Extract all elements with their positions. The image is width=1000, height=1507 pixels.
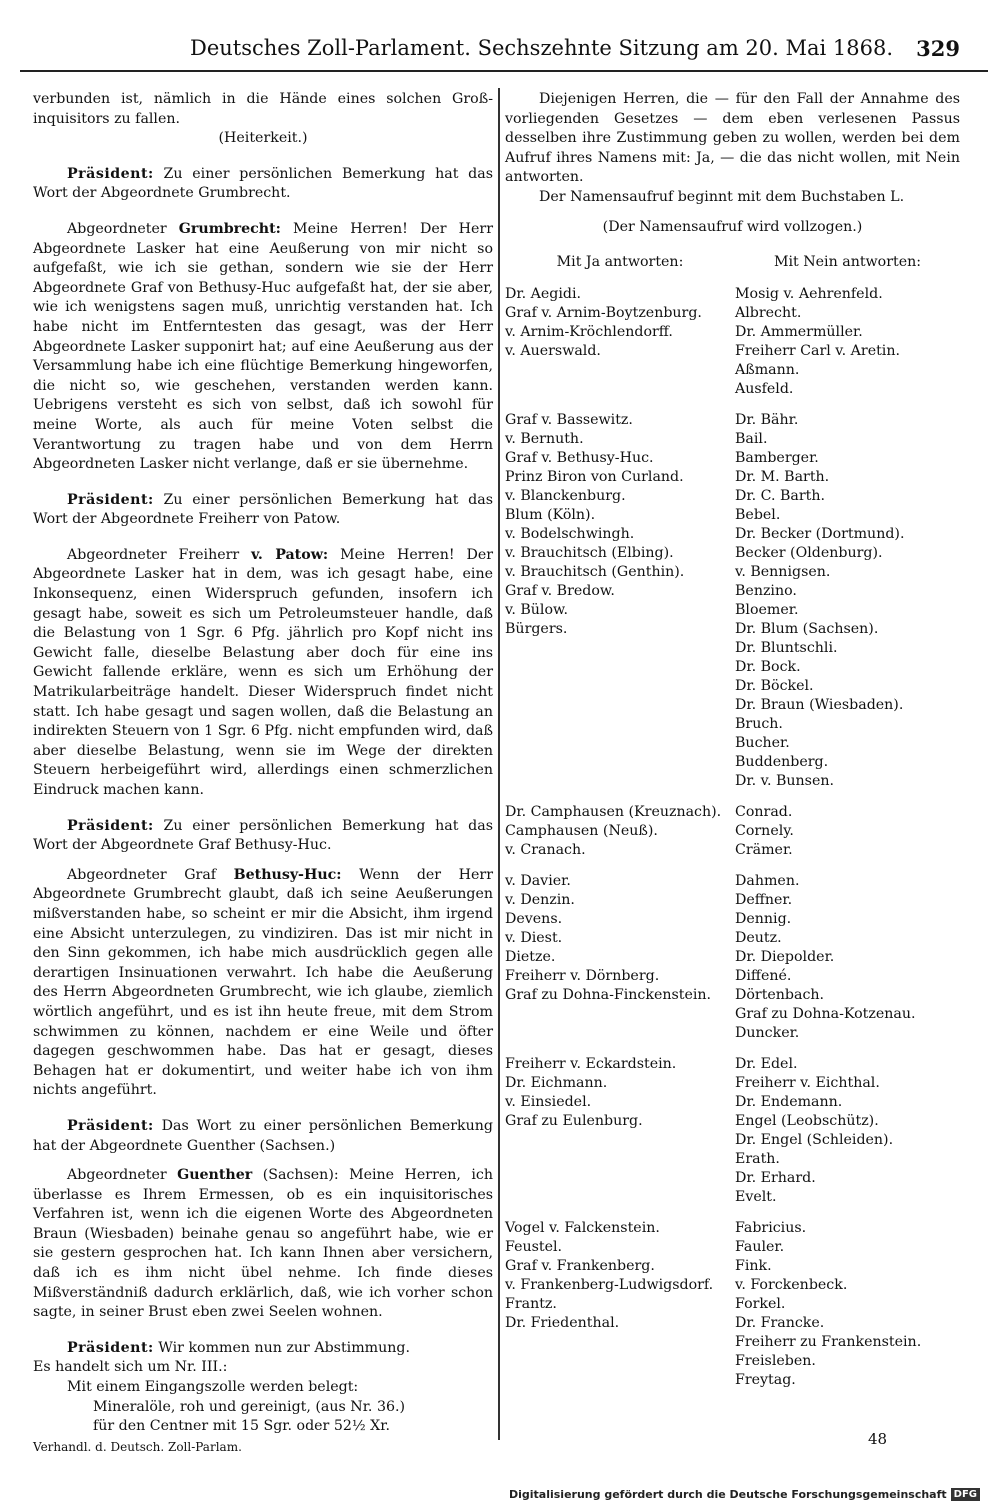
member-name: Dr. Bluntschli. [735,639,838,656]
vote-group [505,411,960,791]
member-name: Dietze. [505,948,556,965]
printer-signature: 48 [868,1430,888,1448]
footer-left: Verhandl. d. Deutsch. Zoll-Parlam. [33,1440,242,1454]
member-name: Freiherr v. Dörnberg. [505,967,660,984]
member-name: Dr. Erhard. [735,1169,816,1186]
member-name: Graf zu Dohna-Kotzenau. [735,1005,916,1022]
nein-heading: Mit Nein antworten: [773,254,922,271]
member-name: Dr. C. Barth. [735,487,826,504]
member-name: Dr. Engel (Schleiden). [735,1131,894,1148]
member-name: Forkel. [735,1295,786,1312]
member-name: v. Brauchitsch (Elbing). [505,544,674,561]
member-name: Dr. Edel. [735,1055,798,1072]
ja-list [505,285,735,399]
member-name: Ausfeld. [735,380,794,397]
dfg-logo: DFG [951,1488,980,1501]
speech-bethusy: Abgeordneter Graf Bethusy-Huc: Wenn der Herr Abgeordnete Grumbrecht glaubt, daß ich seine Aeußerungen mißverstanden habe, so scheint er mir die Absicht, ihm irgend eine Absicht unterzulegen, zu vindiziren. Das ist mir nicht in den Sinn gekommen, ich habe mich ausdrücklich gegen alle derartigen Insinuationen verwahrt. Ich habe die Aeußerung des Herrn Abgeordneten Grumbrecht, wie ich glaube, ziemlich wörtlich angeführt, und es ist ihn heute freue, mit dem Strom schwimmen zu können, nachdem er eine Weile und öfter dagegen geschwommen habe. Das hat er gesagt, dieses Behagen hat er dokumentirt, und weiter habe ich von ihm nichts angeführt. [33,866,493,1099]
member-name: v. Cranach. [505,841,586,858]
member-name: Dr. Friedenthal. [505,1314,620,1331]
vote-group [505,1055,960,1207]
speaker-label: Präsident: [67,1117,154,1134]
header-rule [20,70,988,72]
member-name: Diffené. [735,967,792,984]
nein-list [735,285,960,399]
member-name: Dr. Ammermüller. [735,323,863,340]
ja-list [505,1055,735,1207]
member-name: Dr. Böckel. [735,677,814,694]
member-name: Bebel. [735,506,781,523]
member-name: Conrad. [735,803,793,820]
ja-list [505,872,735,1043]
member-name: Cornely. [735,822,794,839]
member-name: Dr. Endemann. [735,1093,843,1110]
member-name: Graf zu Dohna-Finckenstein. [505,986,712,1003]
speaker-label: Präsident: [67,491,154,508]
member-name: Dahmen. [735,872,800,889]
right-column [505,90,960,1390]
digitization-text: Digitalisierung gefördert durch die Deutsche Forschungsgemeinschaft [508,1488,947,1501]
nein-list [735,872,960,1043]
member-name: Buddenberg. [735,753,829,770]
member-name: Graf v. Bassewitz. [505,411,633,428]
member-name: Blum (Köln). [505,506,596,523]
nein-list [735,803,960,860]
member-name: Bloemer. [735,601,799,618]
member-name: Graf v. Arnim-Boytzenburg. [505,304,702,321]
member-name: Dr. Eichmann. [505,1074,608,1091]
ja-list [505,411,735,791]
member-name: v. Bernuth. [505,430,584,447]
member-name: Graf zu Eulenburg. [505,1112,643,1129]
vote-group [505,1219,960,1390]
member-name: Mosig v. Aehrenfeld. [735,285,883,302]
paragraph: Es handelt sich um Nr. III.: [33,1359,228,1376]
paragraph: Der Namensaufruf beginnt mit dem Buchstaben L. [539,188,905,205]
member-name: Crämer. [735,841,793,858]
member-name: Dr. Camphausen (Kreuznach). [505,803,722,820]
member-name: Aßmann. [735,361,800,378]
vote-group [505,872,960,1043]
member-name: Dr. Diepolder. [735,948,835,965]
ja-heading: Mit Ja antworten: [556,254,684,271]
member-name: Dr. Francke. [735,1314,825,1331]
member-name: Bruch. [735,715,783,732]
ja-list [505,1219,735,1390]
interjection: (Der Namensaufruf wird vollzogen.) [602,218,863,235]
member-name: v. Frankenberg-Ludwigsdorf. [505,1276,714,1293]
speaker-label: Präsident: [67,817,154,834]
speaker-name: Grumbrecht: [178,220,281,237]
speech-grumbrecht: Abgeordneter Grumbrecht: Meine Herren! Der Herr Abgeordnete Lasker hat eine Aeußerung von mir nicht so aufgefaßt, wie ich sie gethan, sondern wie sie der Herr Abgeordnete Graf von Bethusy-Huc aufgefaßt hat, der sie aber, wie ich wenigstens sagen muß, unrichtig verstanden hat. Ich habe nicht im Entferntesten das gesagt, was der Herr Abgeordnete Lasker supponirt hat; auf eine Aeußerung aus der Versammlung habe ich eine flüchtige Bemerkung hingeworfen, die nicht so, wie geschehen, verstanden werden kann. Uebrigens versteht es sich von selbst, daß ich sowohl für meine Worte, als auch für meine Voten selbst die Verantwortung zu tragen habe und von dem Herrn Abgeordneten Lasker nicht verlange, daß er sie übernehme. [33,220,493,473]
member-name: Freiherr zu Frankenstein. [735,1333,922,1350]
member-name: Camphausen (Neuß). [505,822,658,839]
member-name: Freisleben. [735,1352,816,1369]
member-name: Dr. v. Bunsen. [735,772,834,789]
speech-president-3: Präsident: Zu einer persönlichen Bemerkung hat das Wort der Abgeordnete Graf Bethusy-Huc. [33,817,493,854]
member-name: Vogel v. Falckenstein. [505,1219,660,1236]
vote-lists [505,285,960,1390]
speaker-label: Präsident: [67,165,154,182]
tariff-line: Mineralöle, roh und gereinigt, (aus Nr. 36.) [93,1398,406,1415]
member-name: Dr. Bähr. [735,411,799,428]
member-name: Dörtenbach. [735,986,825,1003]
speech-guenther: Abgeordneter Guenther (Sachsen): Meine Herren, ich überlasse es Ihrem Ermessen, ob es ein inquisitorisches Verfahren ist, wenn ich die eigenen Worte des Abgeordneten Braun (Wiesbaden) beinahe genau so angeführt habe, wie er sie gestern gesprochen hat. Ich kann Ihnen aber versichern, daß ich es ihm nicht übel nehme. Ich finde dieses Mißverständniß dadurch erklärlich, daß, wie ich vorher schon sagte, in seiner Brust eben zwei Seelen wohnen. [33,1167,493,1321]
member-name: Deffner. [735,891,793,908]
member-name: Fink. [735,1257,772,1274]
member-name: Dr. Braun (Wiesbaden). [735,696,904,713]
member-name: Engel (Leobschütz). [735,1112,879,1129]
member-name: Dr. Bock. [735,658,801,675]
running-header [150,32,960,66]
left-column [33,90,493,1437]
page-number: 329 [916,36,960,61]
member-name: Prinz Biron von Curland. [505,468,684,485]
paragraph: Mit einem Eingangszolle werden belegt: [67,1379,359,1396]
member-name: Freytag. [735,1371,796,1388]
member-name: v. Einsiedel. [505,1093,592,1110]
member-name: Dr. Becker (Dortmund). [735,525,905,542]
member-name: Feustel. [505,1238,563,1255]
speaker-name: Bethusy-Huc: [233,866,342,883]
speech-president-4: Präsident: Das Wort zu einer persönlichen Bemerkung hat der Abgeordnete Guenther (Sachsen.) [33,1117,493,1154]
member-name: Albrecht. [735,304,802,321]
interjection: (Heiterkeit.) [218,130,308,147]
vote-column-headings [505,253,960,273]
member-name: v. Bennigsen. [735,563,831,580]
member-name: v. Davier. [505,872,571,889]
member-name: Bucher. [735,734,790,751]
speech-patow: Abgeordneter Freiherr v. Patow: Meine Herren! Der Abgeordnete Lasker hat in dem, was ich gesagt habe, eine Inkonsequenz, einen Widerspruch gefunden, insofern ich gesagt habe, soweit es sich um Petroleumsteuer handle, daß die Belastung von 1 Sgr. 6 Pfg. jährlich pro Kopf nicht ins Gewicht falle, dieselbe Belastung aber doch für eine ins Gewicht fallende erkläre, wenn es sich um Erhöhung der Matrikularbeiträge handelt. Dieser Widerspruch findet nicht statt. Ich habe gesagt und sagen wollen, daß die Belastung an indirekten Steuern von 1 Sgr. 6 Pfg. nicht empfunden wird, daß aber dieselbe Belastung, wenn sie im Wege der direkten Steuern herbeigeführt wird, allerdings einen schmerzlichen Eindruck machen kann. [33,546,493,798]
member-name: Dennig. [735,910,792,927]
member-name: Frantz. [505,1295,557,1312]
member-name: Graf v. Bredow. [505,582,615,599]
member-name: Bamberger. [735,449,819,466]
speech-president-2: Präsident: Zu einer persönlichen Bemerkung hat das Wort der Abgeordnete Freiherr von Patow. [33,491,493,528]
tariff-line: für den Centner mit 15 Sgr. oder 52½ Xr. [93,1418,390,1435]
member-name: v. Forckenbeck. [735,1276,848,1293]
speaker-label: Präsident: [67,1339,154,1356]
member-name: Becker (Oldenburg). [735,544,883,561]
member-name: v. Bülow. [505,601,568,618]
member-name: Freiherr v. Eckardstein. [505,1055,677,1072]
member-name: Deutz. [735,929,782,946]
member-name: Erath. [735,1150,780,1167]
paragraph: Diejenigen Herren, die — für den Fall der Annahme des vorliegenden Gesetzes — dem eben verlesenen Passus desselben ihre Zustimmung geben zu wollen, werden bei dem Aufruf ihres Namens mit: Ja, — die das nicht wollen, mit Nein antworten. [505,91,960,186]
member-name: Fabricius. [735,1219,807,1236]
header-title: Deutsches Zoll-Parlament. Sechszehnte Sitzung am 20. Mai 1868. [190,36,894,60]
member-name: Fauler. [735,1238,785,1255]
member-name: v. Arnim-Kröchlendorff. [505,323,673,340]
digitization-note [509,1488,980,1501]
member-name: Duncker. [735,1024,800,1041]
member-name: Dr. Aegidi. [505,285,582,302]
nein-list [735,1219,960,1390]
member-name: Bail. [735,430,768,447]
member-name: v. Auerswald. [505,342,601,359]
speech-president-1: Präsident: Zu einer persönlichen Bemerkung hat das Wort der Abgeordnete Grumbrecht. [33,165,493,202]
nein-list [735,1055,960,1207]
member-name: Evelt. [735,1188,777,1205]
member-name: Freiherr v. Eichthal. [735,1074,880,1091]
member-name: Graf v. Frankenberg. [505,1257,655,1274]
member-name: Bürgers. [505,620,568,637]
member-name: Devens. [505,910,563,927]
member-name: v. Denzin. [505,891,575,908]
nein-list [735,411,960,791]
member-name: v. Bodelschwingh. [505,525,635,542]
speech-president-5: Präsident: Wir kommen nun zur Abstimmung. [67,1339,410,1356]
ja-list [505,803,735,860]
speaker-name: Guenther [177,1167,253,1184]
member-name: Dr. Blum (Sachsen). [735,620,879,637]
member-name: Freiherr Carl v. Aretin. [735,342,900,359]
paragraph: verbunden ist, nämlich in die Hände eines solchen Groß-inquisitors zu fallen. [33,91,493,127]
speaker-name: v. Patow: [251,546,329,563]
column-divider [498,88,500,1440]
vote-group [505,803,960,860]
member-name: Graf v. Bethusy-Huc. [505,449,654,466]
member-name: v. Brauchitsch (Genthin). [505,563,685,580]
member-name: Benzino. [735,582,797,599]
member-name: v. Blanckenburg. [505,487,626,504]
member-name: v. Diest. [505,929,563,946]
member-name: Dr. M. Barth. [735,468,830,485]
vote-group [505,285,960,399]
